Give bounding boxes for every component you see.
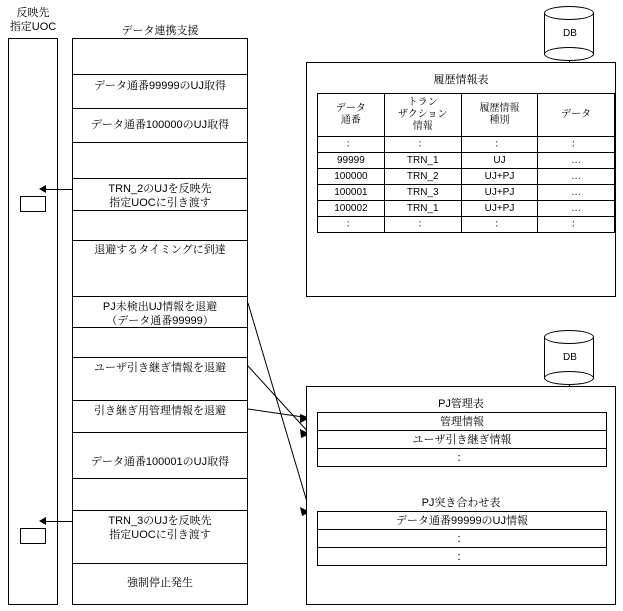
table-cell: UJ+PJ: [461, 201, 538, 217]
table-cell: ：: [538, 217, 615, 233]
lifeline-header-left-line2: 指定UOC: [9, 21, 57, 33]
step-label-9-line2: 指定UOCに引き渡す: [109, 529, 211, 541]
table-row: [318, 449, 607, 467]
message-arrow-line-1: [46, 189, 72, 190]
pj-admin-table-title: PJ管理表: [438, 398, 484, 410]
step-separator: [72, 178, 248, 179]
table-cell: …: [538, 169, 615, 185]
table-row: [318, 217, 615, 233]
table-row: [318, 137, 615, 153]
table-cell: データ通番99999のUJ情報: [318, 512, 607, 530]
table-cell: ：: [318, 548, 607, 566]
db-cylinder-1: [544, 6, 596, 62]
step-separator: [72, 478, 248, 479]
db-top-ellipse: [544, 6, 594, 20]
table-cell: TRN_3: [384, 185, 461, 201]
table-cell: TRN_2: [384, 169, 461, 185]
table-row: [318, 201, 615, 217]
db-label-1: DB: [563, 28, 577, 39]
lifeline-box-left: [8, 38, 58, 605]
pj-match-table-title: PJ突き合わせ表: [421, 497, 501, 509]
step-separator: [72, 400, 248, 401]
table-cell: ユーザ引き継ぎ情報: [318, 431, 607, 449]
table-cell: 100002: [318, 201, 385, 217]
history-table-panel: [306, 62, 616, 297]
history-header-line1: データ: [561, 109, 592, 120]
message-arrow-head-2: [39, 517, 46, 525]
table-row: [318, 153, 615, 169]
step-label-8: データ通番100001のUJ取得: [90, 456, 230, 468]
table-row: [318, 548, 607, 566]
table-cell: ：: [461, 137, 538, 153]
history-header-cell: [384, 94, 461, 137]
history-header-line3: 情報: [412, 121, 433, 132]
db-bottom-ellipse: [544, 371, 594, 385]
step-label-5-line1: PJ未検出UJ情報を退避: [102, 301, 218, 313]
table-cell: ：: [384, 217, 461, 233]
history-header-cell: [538, 94, 615, 137]
table-row: [318, 413, 607, 431]
history-header-line1: データ: [335, 103, 366, 114]
pj-tables-panel: [306, 386, 616, 605]
history-table-wrap: [317, 93, 615, 233]
lifeline-header-left-line1: 反映先: [16, 7, 50, 19]
lifeline-header-left: [2, 6, 64, 34]
table-cell: ：: [318, 530, 607, 548]
db-bottom-ellipse: [544, 47, 594, 61]
lifeline-header-mid: データ連携支援: [121, 25, 199, 37]
table-row: [318, 530, 607, 548]
return-activation-box-2: [20, 528, 46, 544]
table-cell: …: [538, 153, 615, 169]
history-header-line2: ザクション: [398, 109, 448, 120]
pj-match-table-wrap: [317, 511, 607, 566]
table-cell: ：: [318, 449, 607, 467]
step-separator: [72, 296, 248, 297]
step-separator: [72, 357, 248, 358]
table-cell: …: [538, 185, 615, 201]
db-label-2: DB: [563, 352, 577, 363]
step-label-10: 強制停止発生: [127, 577, 193, 589]
table-cell: 100001: [318, 185, 385, 201]
pj-match-table: [317, 511, 607, 566]
step-separator: [72, 240, 248, 241]
history-header-cell: [461, 94, 538, 137]
table-cell: ：: [538, 137, 615, 153]
table-cell: …: [538, 201, 615, 217]
table-cell: ：: [318, 137, 385, 153]
step-label-5-line2: （データ通番99999）: [106, 315, 214, 327]
step-label-6: ユーザ引き継ぎ情報を退避: [94, 362, 226, 374]
history-header-line2: 種別: [489, 115, 510, 126]
history-table-header-row: [318, 94, 615, 137]
step-separator: [72, 108, 248, 109]
db-cylinder-shape: [544, 6, 596, 62]
step-label-3-line2: 指定UOCに引き渡す: [109, 197, 211, 209]
step-label-7: 引き継ぎ用管理情報を退避: [94, 405, 226, 417]
step-separator: [72, 142, 248, 143]
step-label-9-line1: TRN_3のUJを反映先: [108, 515, 212, 527]
table-cell: TRN_1: [384, 153, 461, 169]
step-separator: [72, 210, 248, 211]
db-cylinder-2: [544, 330, 596, 386]
step-label-4: 退避するタイミングに到達: [94, 244, 226, 256]
history-header-line1: トラン: [407, 97, 438, 108]
table-cell: TRN_1: [384, 201, 461, 217]
table-cell: UJ+PJ: [461, 185, 538, 201]
table-cell: 管理情報: [318, 413, 607, 431]
table-cell: UJ+PJ: [461, 169, 538, 185]
step-separator: [72, 563, 248, 564]
step-separator: [72, 510, 248, 511]
message-arrow-head-1: [39, 185, 46, 193]
pj-admin-table-wrap: [317, 412, 607, 467]
step-separator: [72, 74, 248, 75]
message-arrow-line-2: [46, 521, 72, 522]
table-cell: ：: [384, 137, 461, 153]
db-top-ellipse: [544, 330, 594, 344]
step-label-3-line1: TRN_2のUJを反映先: [108, 183, 212, 195]
table-row: [318, 431, 607, 449]
table-row: [318, 512, 607, 530]
history-table: [317, 93, 615, 233]
history-header-line2: 通番: [340, 115, 361, 126]
table-cell: 99999: [318, 153, 385, 169]
table-cell: ：: [461, 217, 538, 233]
step-label-1: データ通番99999のUJ取得: [93, 80, 227, 92]
table-cell: UJ: [461, 153, 538, 169]
pj-admin-table: [317, 412, 607, 467]
history-table-title: 履歴情報表: [433, 74, 489, 86]
history-header-line1: 履歴情報: [479, 103, 520, 114]
table-cell: 100000: [318, 169, 385, 185]
return-activation-box-1: [20, 196, 46, 212]
table-row: [318, 169, 615, 185]
step-separator: [72, 432, 248, 433]
table-cell: ：: [318, 217, 385, 233]
step-label-2: データ通番100000のUJ取得: [90, 119, 230, 131]
table-row: [318, 185, 615, 201]
db-cylinder-shape: [544, 330, 596, 386]
history-header-cell: [318, 94, 385, 137]
